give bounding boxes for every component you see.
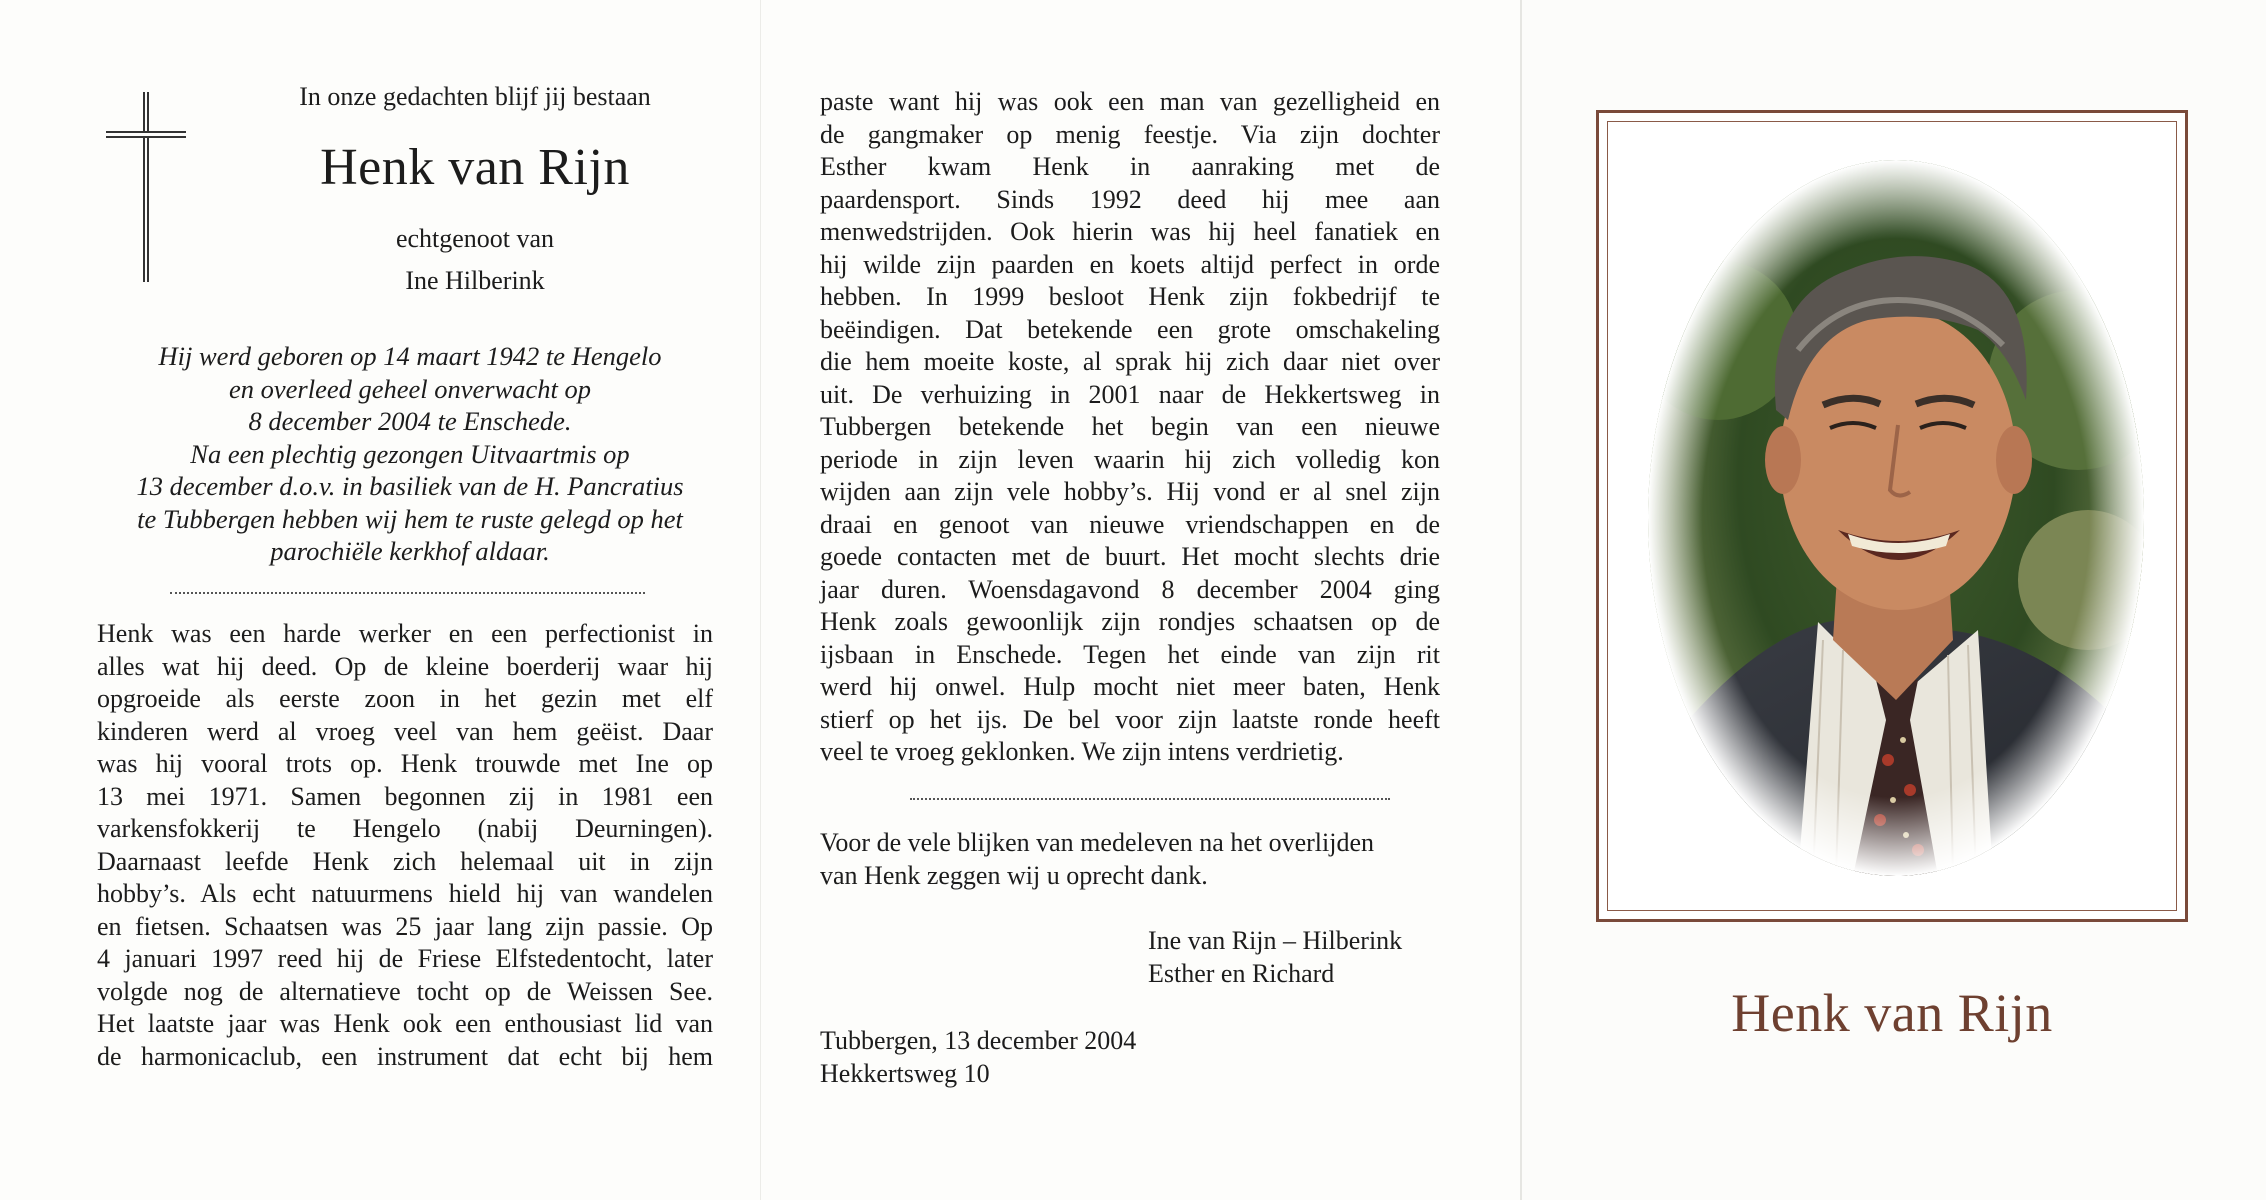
signers: [1148, 924, 1468, 990]
text-line: paste want hij was ook een man van gezelligheid en: [820, 87, 1440, 116]
text-line: draai en genoot van nieuwe vriendschappen en de: [820, 509, 1440, 539]
text-line: hobby’s. Als echt natuurmens hield hij van wandelen: [97, 879, 713, 908]
text-line: die hem moeite koste, al sprak hij zich daar niet over: [820, 347, 1440, 376]
text-line: 13 mei 1971. Samen begonnen zij in 1981 een: [97, 781, 713, 811]
text-line: alles wat hij deed. Op de kleine boerderij waar hij: [97, 651, 713, 681]
text-line: de harmonicaclub, een instrument dat echt bij hem: [97, 1041, 713, 1071]
life-story-part-1: [97, 618, 713, 1073]
text-line: Esther kwam Henk in aanraking met de: [820, 152, 1440, 181]
left-panel: [0, 0, 760, 1200]
text-line: jaar duren. Woensdagavond 8 december 2004 ging: [820, 574, 1440, 604]
spouse-name: Ine Hilberink: [405, 266, 545, 295]
text-line: varkensfokkerij te Hengelo (nabij Deurningen).: [97, 814, 713, 843]
text-line: Voor de vele blijken van medeleven na het overlijden: [820, 828, 1374, 857]
text-line: en overleed geheel onverwacht op: [228, 373, 592, 404]
signer: Esther en Richard: [1148, 959, 1335, 988]
text-line: Hij werd geboren op 14 maart 1942 te Hengelo: [158, 341, 662, 371]
text-line: Tubbergen betekende het begin van een nieuwe: [820, 412, 1440, 441]
text-line: paardensport. Sinds 1992 deed hij mee aan: [820, 184, 1440, 214]
text-line: periode in zijn leven waarin hij zich volledig kon: [820, 444, 1440, 474]
thanks-text: [820, 826, 1450, 892]
text-line: Het laatste jaar was Henk ook een enthousiast lid van: [97, 1009, 713, 1038]
text-line: menwedstrijden. Ook hierin was hij heel fanatiek en: [820, 217, 1440, 246]
text-line: uit. De verhuizing in 2001 naar de Hekkertsweg in: [820, 379, 1440, 409]
place-and-address: [820, 1024, 1240, 1090]
life-story-part-2: [820, 86, 1440, 769]
text-line: hebben. In 1999 besloot Henk zijn fokbedrijf te: [820, 282, 1440, 311]
birth-death-text: [100, 340, 720, 568]
text-line: werd hij onwel. Hulp mocht niet meer baten, Henk: [820, 672, 1440, 701]
text-line: 13 december d.o.v. in basiliek van de H. Pancratius: [136, 471, 684, 501]
dotted-divider: [910, 798, 1390, 800]
text-line: te Tubbergen hebben wij hem te ruste gelegd op het: [137, 503, 683, 534]
text-line: 4 januari 1997 reed hij de Friese Elfstedentocht, later: [97, 944, 713, 973]
text-line: 8 december 2004 te Enschede.: [248, 406, 572, 436]
text-line: was hij vooral trots op. Henk trouwde met Ine op: [97, 749, 713, 778]
text-line: volgde nog de alternatieve tocht op de Weissen See.: [97, 976, 713, 1006]
place-date: Tubbergen, 13 december 2004: [820, 1026, 1137, 1055]
address: Hekkertsweg 10: [820, 1059, 990, 1088]
text-line: hij wilde zijn paarden en koets altijd perfect in orde: [820, 249, 1440, 279]
text-line: beëindigen. Dat betekende een grote omschakeling: [820, 314, 1440, 344]
text-line: de gangmaker op menig feestje. Via zijn dochter: [820, 119, 1440, 149]
text-line: Na een plechtig gezongen Uitvaartmis op: [190, 438, 630, 469]
spouse-label: echtgenoot van: [395, 224, 555, 253]
signer: Ine van Rijn – Hilberink: [1148, 926, 1403, 955]
text-line: kinderen werd al vroeg veel van hem geëist. Daar: [97, 716, 713, 746]
text-line: ijsbaan in Enschede. Tegen het einde van zijn rit: [820, 639, 1440, 669]
text-line: van Henk zeggen wij u oprecht dank.: [820, 861, 1208, 890]
motto: In onze gedachten blijf jij bestaan: [299, 82, 651, 111]
text-line: parochiële kerkhof aldaar.: [270, 536, 550, 566]
text-line: en fietsen. Schaatsen was 25 jaar lang zijn passie. Op: [97, 911, 713, 941]
dotted-divider: [170, 592, 645, 594]
text-line: goede contacten met de buurt. Het mocht slechts drie: [820, 542, 1440, 571]
deceased-name: Henk van Rijn: [320, 139, 630, 196]
text-line: Henk was een harde werker en een perfectionist in: [97, 619, 713, 648]
text-line: stierf op het ijs. De bel voor zijn laatste ronde heeft: [820, 704, 1440, 734]
text-line: Daarnaast leefde Henk zich helemaal uit in zijn: [97, 846, 713, 876]
text-line: opgroeide als eerste zoon in het gezin met elf: [97, 684, 713, 713]
deceased-name-right: Henk van Rijn: [1731, 983, 2053, 1043]
text-line: wijden aan zijn vele hobby’s. Hij vond er al snel zijn: [820, 477, 1440, 506]
text-line: veel te vroeg geklonken. We zijn intens verdrietig.: [820, 737, 1344, 766]
portrait-photo: [1648, 160, 2144, 876]
text-line: Henk zoals gewoonlijk zijn rondjes schaatsen op de: [820, 607, 1440, 636]
